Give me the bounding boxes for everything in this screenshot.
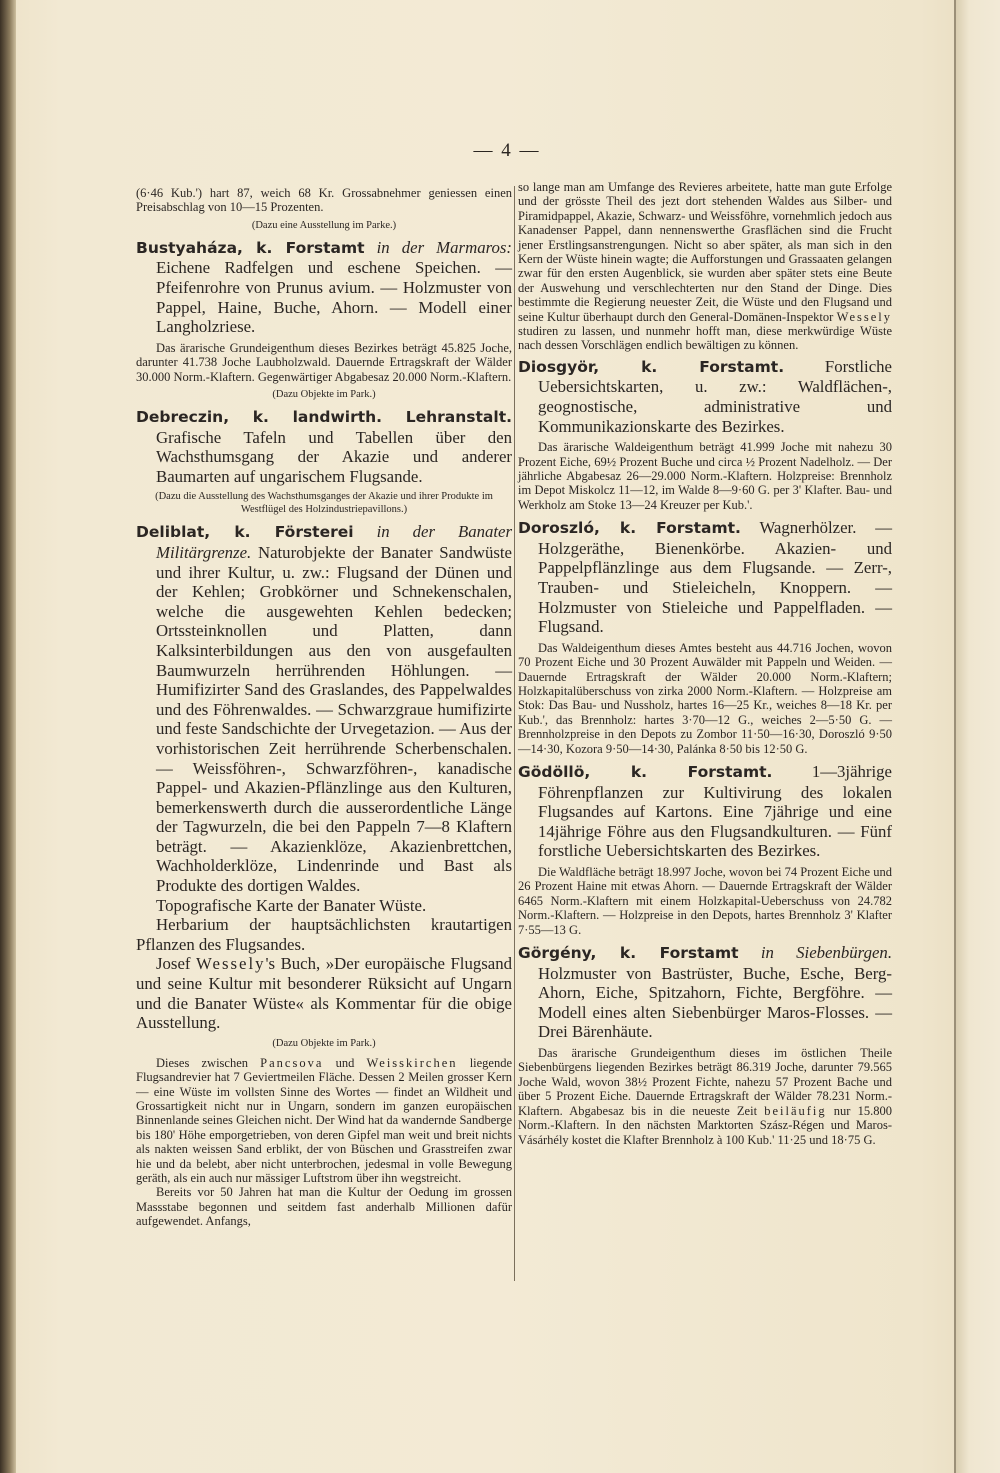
- entry-paragraph: Herbarium der hauptsächlichsten krautartigen Pflanzen des Flugsandes.: [136, 915, 512, 954]
- note: (Dazu Objekte im Park.): [272, 389, 376, 400]
- entry-body: Holzmuster von Bastrüster, Buche, Esche, Berg-Ahorn, Eiche, Spitzahorn, Fichte, Bergföhre. — Modell eines alten Siebenbürger Maros-Flosses. — Drei Bärenhäute.: [538, 963, 892, 1042]
- continued-paragraph: (6·46 Kub.') hart 87, weich 68 Kr. Grossabnehmer geniessen einen Preisabschlag von 10—15 Prozenten.: [136, 186, 512, 215]
- entry-diosgyor: [518, 357, 892, 436]
- entry-body: Grafische Tafeln und Tabellen über den Wachsthumsgang der Akazie und anderer Baumarten auf ungarischem Flugsande.: [156, 427, 512, 486]
- entry-paragraph: Topografische Karte der Banater Wüste.: [156, 895, 427, 915]
- entry-heading: Görgény, k. Forstamt: [518, 944, 739, 963]
- page-number: — 4 —: [473, 140, 541, 161]
- entry-note-small: Das ärarische Grundeigenthum dieses im östlichen Theile Siebenbürgens liegenden Bezirkes beträgt 86.319 Joche, darunter 79.565 Joche Wald, wovon 38½ Prozent Fichte, nahezu 57 Prozent Bache und über 5 Prozent Eiche. Dauernde Ertragskraft der Wälder 78.231 Norm.-Klaftern. Abgabesaz bis in die neueste Zeit beiläufig nur 15.800 Norm.-Klaftern. In den nächsten Marktorten Szász-Régen und Maros-Vásárhély kostet die Klafter Brennholz à 100 Kub.' 11·25 und 18·75 G.: [518, 1046, 892, 1147]
- entry-body: Forstliche Uebersichtskarten, u. zw.: Waldflächen-, geognostische, administrative und Kommunikazionskarte des Bezirkes.: [538, 356, 892, 436]
- entry-note-small: Das Waldeigenthum dieses Amtes besteht aus 44.716 Jochen, wovon 70 Prozent Eiche und 30 Prozent Auwälder mit Pappeln und Weiden. — Dauernde Ertragskraft der Wälder 20.000 Norm.-Klaftern; Holzkapitalüberschuss von zirka 2000 Norm.-Klaftern. — Holzpreise am Stok: Das Bau- und Nussholz, hartes 16—25 Kr., weiches 8—18 Kr. per Kub.', das Brennholz: hartes 3·70—12 G., weiches 2—5·50 G. — Brennholzpreise in den Depots zu Zombor 11·50—16·30, Doroszló 9·50—14·30, Kozora 9·50—14·30, Palánka 8·50 bis 12·50 G.: [518, 640, 892, 756]
- note: (Dazu Objekte im Park.): [272, 1037, 376, 1049]
- entry-deliblat: [136, 522, 512, 895]
- column-divider: [514, 186, 515, 1281]
- entry-heading: Bustyaháza, k. Forstamt: [136, 238, 365, 257]
- entry-doroszlo: [518, 518, 892, 637]
- continued-paragraph: so lange man am Umfange des Revieres arbeitete, hatte man gute Erfolge und der grösste Theil des jezt dort stehenden Waldes aus Silber- und Piramidpappel, Akazie, Schwarz- und Weissföhre, vornehmlich jedoch aus Kanadenser Pappel, dann nennenswerthe Grasflächen sind die Frucht jener Erstlingsanstrengungen. Nicht so aber später, als man sich in den Kern der Wüste hinein wagte; die Aufforstungen und Grassaaten gelangen zwar für den ersten Augenblick, sie wurden aber später stets eine Beute der Auswehung und verschlechterten nur den Stand der Dinge. Dies bestimmte die Regierung neuester Zeit, die Wüste und den Flugsand und seine Kultur überhaupt durch den General-Domänen-Inspektor Wessely studiren zu lassen, und nunmehr hofft man, diese merkwürdige Wüste nach dessen Vorschlägen endlich bewältigen zu können.: [518, 180, 893, 353]
- entry-heading: Gödöllö, k. Forstamt.: [518, 763, 773, 782]
- entry-body: Wagnerhölzer. — Holzgeräthe, Bienenkörbe. Akazien- und Pappelpflänzlinge aus dem Flugsande. — Zerr-, Trauben- und Stieleicheln, Knoppern. — Holzmuster von Stieleiche und Pappelfladen. — Flugsand.: [538, 518, 892, 637]
- entry-body: Naturobjekte der Banater Sandwüste und ihrer Kultur, u. zw.: Flugsand der Dünen und der Kehlen; Grobkörner und Schnekenschalen, welche die ausgewehten Kehlen bedecken; Ortssteinknollen und Platten, dann Kalksinterbildungen aus den von ausgefaulten Baumwurzeln herrührenden Höhlungen. — Humifizirter Sand des Graslandes, des Pappelwaldes und des Föhrenwaldes. — Schwarzgraue humifizirte und feste Sandschichte der Urvegetazion. — Aus der vorhistorischen Zeit herrührende Scherbenschalen. — Weissföhren-, Schwarzföhren-, kanadische Pappel- und Akazien-Pflänzlinge aus den Kulturen, bemerkenswerth durch die ausserordentliche Länge der Tagwurzeln, die bei den Pappeln 7—8 Klaftern beträgt. — Akazienklöze, Akazienbrettchen, Wachholderklöze, Lindenrinde und Bast als Produkte des dortigen Waldes.: [156, 542, 512, 896]
- entry-body: 1—3jährige Föhrenpflanzen zur Kultivirung des lokalen Flugsandes auf Kartons. Eine 7jährige und eine 14jährige Föhre aus den Flugsandkulturen. — Fünf forstliche Uebersichtskarten des Bezirkes.: [538, 762, 892, 861]
- entry-note-small: Das ärarische Waldeigenthum beträgt 41.999 Joche mit nahezu 30 Prozent Eiche, 69½ Prozent Buche und circa ½ Prozent Nadelholz. — Der jährliche Abgabesaz 26—29.000 Norm.-Klaftern. Holzpreise: Brennholz im Depot Miskolcz 11—12, im Walde 8—9·60 G. per 3' Klafter. Bau- und Werkholz am Stoke 13—24 Kreuzer per Kub.'.: [518, 440, 892, 512]
- left-column: [136, 186, 512, 1229]
- note: (Dazu eine Ausstellung im Parke.): [251, 219, 397, 231]
- entry-location: in der Marmaros:: [376, 237, 513, 257]
- note: (Dazu die Ausstellung des Wachsthumsganges der Akazie und ihrer Produkte im Westflügel des Holzindustriepavillons.): [155, 491, 493, 516]
- book-binding: [0, 0, 16, 1473]
- entry-body: Eichene Radfelgen und eschene Speichen. — Pfeifenrohre von Prunus avium. — Holzmuster von Pappel, Haine, Buche, Ahorn. — Modell einer Langholzriese.: [156, 258, 512, 337]
- right-column: [518, 180, 892, 1147]
- entry-heading: Debreczin, k. landwirth. Lehranstalt.: [136, 408, 512, 426]
- description-paragraph: Dieses zwischen Pancsova und Weisskirchen liegende Flugsandrevier hat 7 Geviertmeilen Fläche. Dessen 2 Meilen grosser Kern — eine Wüste im vollsten Sinne des Wortes — findet an Wildheit und Grossartigkeit nicht nur in Ungarn, sondern im ganzen europäischen Binnenlande seines Gleichen nicht. Der Wind hat da wandernde Sandberge bis 180' Höhe emporgetrieben, von deren Gipfel man weit und breit nichts als nakten weissen Sand erblikt, der von Büschen und Grasstreifen zwar hie und da belebt, aber nicht unterbrochen, jedesmal in volle Bewegung geräth, als ein auch nur mässiger Luftstrom über ihn wegstreicht.: [136, 1055, 513, 1186]
- entry-location: in Siebenbürgen.: [760, 943, 893, 963]
- entry-note-small: Das ärarische Grundeigenthum dieses Bezirkes beträgt 45.825 Joche, darunter 41.738 Joche Laubholzwald. Dauernde Ertragskraft der Wälder 30.000 Norm.-Klaftern. Gegenwärtiger Abgabesaz 20.000 Norm.-Klaftern.: [136, 340, 512, 384]
- entry-heading: Doroszló, k. Forstamt.: [518, 519, 741, 538]
- entry-note-small: Die Waldfläche beträgt 18.997 Joche, wovon bei 74 Prozent Eiche und 26 Prozent Haine mit etwas Ahorn. — Dauernde Ertragskraft der Wälder 6465 Norm.-Klaftern mit einem Holzkapital-Ueberschuss von 24.782 Norm.-Klaftern. — Holzpreise in den Depots, hartes Brennholz 3' Klafter 7·55—13 G.: [518, 865, 892, 937]
- entry-gorgeny: [518, 943, 892, 1042]
- entry-heading: Deliblat, k. Försterei: [136, 523, 354, 542]
- next-page-edge: [954, 0, 1000, 1473]
- entry-godollo: [518, 762, 892, 861]
- entry-bustyahaza: [136, 238, 512, 337]
- entry-heading: Diosgyör, k. Forstamt.: [518, 357, 785, 376]
- entry-paragraph: Josef Wessely's Buch, »Der europäische Flugsand und seine Kultur mit besonderer Rüksicht auf Ungarn und die Banater Wüste« als Kommentar für die obige Ausstellung.: [136, 954, 512, 1033]
- entry-location: in der Banater Militärgrenze.: [156, 522, 513, 562]
- entry-debreczin: [136, 407, 512, 486]
- description-paragraph: Bereits vor 50 Jahren hat man die Kultur der Oedung im grossen Massstabe begonnen und seitdem fast anderhalb Millionen dafür aufgewendet. Anfangs,: [136, 1185, 512, 1229]
